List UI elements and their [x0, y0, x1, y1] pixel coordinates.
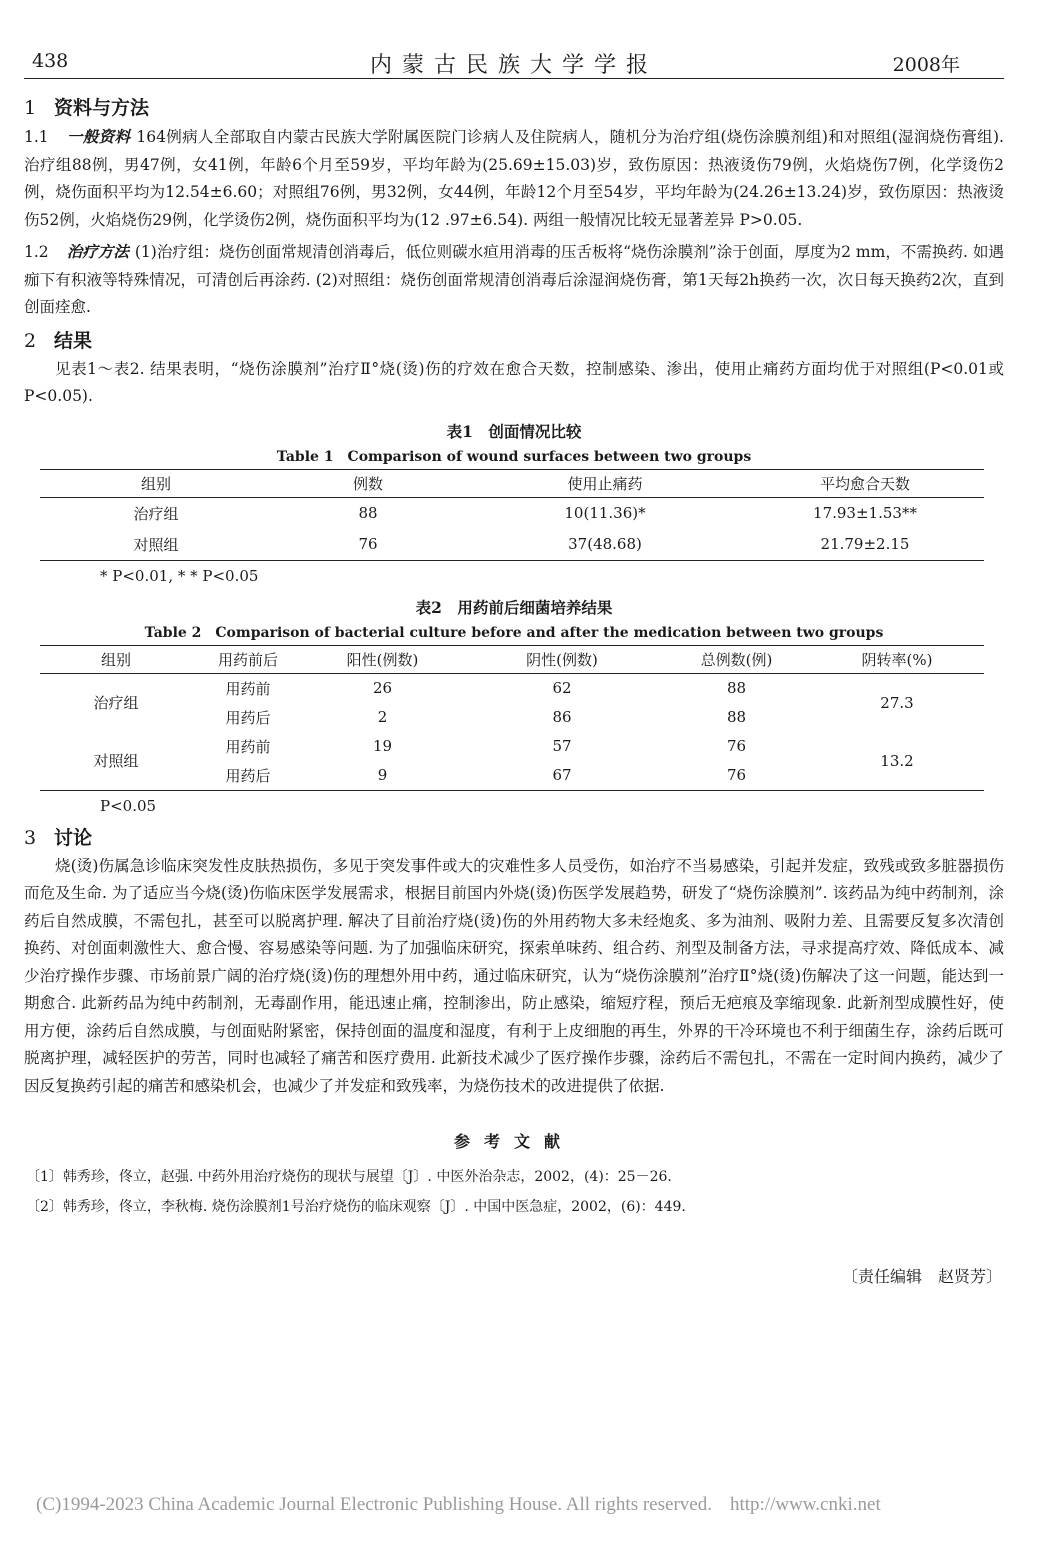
column-header: 平均愈合天数: [746, 469, 984, 497]
table-header-row: [40, 645, 984, 673]
column-header: 例数: [272, 469, 464, 497]
section-heading-results: 2 结果: [24, 329, 93, 352]
reference-item: 〔1〕韩秀珍，佟立，赵强. 中药外用治疗烧伤的现状与展望〔J〕. 中医外治杂志，2002，(4)：25－26.: [26, 1169, 672, 1185]
journal-page: [24, 40, 1004, 1287]
column-header: 组别: [40, 645, 192, 673]
table1-note: * P<0.01, * * P<0.05: [100, 566, 259, 585]
table-cell: 用药前: [225, 737, 271, 756]
reference-item: 〔2〕韩秀珍，佟立，李秋梅. 烧伤涂膜剂1号治疗烧伤的临床观察〔J〕. 中国中医急症，2002，(6)：449.: [26, 1199, 686, 1215]
table-row: [40, 732, 984, 761]
table-cell: 治疗组: [133, 504, 179, 523]
table-cell: 17.93±1.53**: [813, 504, 917, 522]
table-cell: 88: [726, 708, 747, 726]
page-header: [24, 40, 1004, 79]
paragraph-results: 见表1～表2. 结果表明，“烧伤涂膜剂”治疗Ⅱ°烧(烫)伤的疗效在愈合天数，控制感染、渗出，使用止痛药方面均优于对照组(P<0.01或 P<0.05).: [24, 359, 1004, 405]
table-row: [40, 673, 984, 703]
paragraph-discussion: 烧(烫)伤属急诊临床突发性皮肤热损伤，多见于突发事件或大的灾难性多人员受伤，如治疗不当易感染，引起并发症，致残或致多脏器损伤而危及生命. 为了适应当今烧(烫)伤临床医学发展需求，根据目前国内外烧(烫)伤医学发展趋势，研发了“烧伤涂膜剂”. 该药品为纯中药制剂，涂药后自然成膜，不需包扎，甚至可以脱离护理. 解决了目前治疗烧(烫)伤的外用药物大多未经炮炙、多为油剂、吸附力差、且需要反复多次清创换药、对创面刺激性大、愈合慢、容易感染等问题. 为了加强临床研究，探索单味药、组合药、剂型及制备方法，寻求提高疗效、降低成本、减少治疗操作步骤、市场前景广阔的治疗烧(烫)伤的理想外用中药，通过临床研究，认为“烧伤涂膜剂”治疗Ⅱ°烧(烫)伤解决了这一问题，能达到一期愈合. 此新药品为纯中药制剂，无毒副作用，能迅速止痛，控制渗出，防止感染，缩短疗程，预后无疤痕及挛缩现象. 此新剂型成膜性好，使用方便，涂药后自然成膜，与创面贴附紧密，保持创面的温度和湿度，有利于上皮细胞的再生，外界的干冷环境也不利于细菌生存，涂药后既可脱离护理，减轻医护的劳苦，同时也减轻了痛苦和医疗费用. 此新技术减少了医疗操作步骤，涂药后不需包扎，不需在一定时间内换药，减少了因反复换药引起的痛苦和感染机会，也减少了并发症和致残率，为烧伤技术的改进提供了依据.: [24, 856, 1004, 1095]
table-cell: 用药后: [225, 708, 271, 727]
table-cell: 62: [552, 679, 572, 697]
paragraph-general-data: 1.1 一般资料 164例病人全部取自内蒙古民族大学附属医院门诊病人及住院病人，随机分为治疗组(烧伤涂膜剂组)和对照组(湿润烧伤膏组). 治疗组88例，男47例，女41例，年龄6个月至59岁，平均年龄为(25.69±15.03)岁，致伤原因：热液烫伤79例，火焰烧伤7例，化学烫伤2例，烧伤面积平均为12.54±6.60；对照组76例，男32例，女44例，年龄12个月至54岁，平均年龄为(24.26±13.24)岁，致伤原因：热液烫伤52例，火焰烧伤29例，化学烫伤2例，烧伤面积平均为(12 .97±6.54). 两组一般情况比较无显著差异 P>0.05.: [24, 127, 1004, 229]
table-cell: 76: [358, 535, 378, 553]
table-cell: 用药后: [225, 766, 271, 785]
column-header: 阳性(例数): [304, 645, 461, 673]
section-heading-discussion: 3 讨论: [24, 826, 93, 849]
table-cell: 9: [377, 766, 388, 784]
table-row: [40, 529, 984, 561]
table2: [40, 645, 984, 791]
table-cell: 57: [552, 737, 572, 755]
table-cell: 19: [372, 737, 393, 755]
column-header: 总例数(例): [663, 645, 810, 673]
section-heading-methods: 1 资料与方法: [24, 97, 150, 119]
cnki-link[interactable]: http://www.cnki.net: [729, 1494, 881, 1515]
subsection-title: 一般资料: [66, 127, 131, 146]
group-cell: 对照组: [93, 752, 139, 770]
table-cell: 88: [358, 504, 378, 522]
paragraph-treatment-method: 1.2 治疗方法 (1)治疗组：烧伤创面常规清创消毒后，低位则碳水疸用消毒的压舌板将“烧伤涂膜剂”涂于创面，厚度为2 mm，不需换药. 如遇痂下有积液等特殊情况，可清创后再涂药. (2)对照组：烧伤创面常规清创消毒后涂湿润烧伤膏，第1天每2h换药一次，次日每天换药2次，直到创面痊愈.: [24, 242, 1004, 316]
table-header-row: [40, 469, 984, 497]
table-row: [40, 497, 984, 529]
table-cell: 86: [552, 708, 572, 726]
table-cell: 对照组: [133, 535, 179, 554]
table1-caption: 表1 创面情况比较: [446, 421, 582, 441]
journal-title: 内蒙古民族大学学报: [369, 53, 658, 78]
group-cell: 治疗组: [93, 694, 139, 712]
references-heading: 参考文献: [453, 1132, 574, 1151]
column-header: 组别: [40, 469, 272, 497]
copyright-footer: [36, 1494, 881, 1516]
page-number: 438: [32, 50, 69, 72]
column-header: 使用止痛药: [464, 469, 746, 497]
subsection-title: 治疗方法: [66, 242, 129, 261]
table-cell: 88: [726, 679, 747, 697]
table-cell: 用药前: [225, 679, 271, 698]
copyright-text: (C)1994-2023 China Academic Journal Electronic Publishing House. All rights reserved.: [36, 1494, 712, 1515]
column-header: 阴转率(%): [810, 645, 984, 673]
table1: [40, 469, 984, 561]
responsible-editor: 〔责任编辑 赵贤芳〕: [841, 1267, 1002, 1286]
rate-cell: 27.3: [880, 693, 914, 712]
table-cell: 21.79±2.15: [820, 535, 910, 553]
table-cell: 2: [377, 708, 388, 726]
column-header: 阴性(例数): [461, 645, 663, 673]
table-cell: 37(48.68): [568, 535, 642, 553]
table-cell: 26: [372, 679, 393, 697]
table2-note: P<0.05: [100, 796, 157, 815]
table1-caption-en: Table 1 Comparison of wound surfaces between two groups: [276, 448, 752, 465]
table-cell: 76: [726, 737, 747, 755]
journal-year: 2008年: [892, 54, 960, 76]
rate-cell: 13.2: [880, 751, 914, 770]
table-cell: 76: [726, 766, 747, 784]
table-cell: 10(11.36)*: [564, 504, 646, 522]
table2-caption-en: Table 2 Comparison of bacterial culture before and after the medication between two groups: [144, 624, 884, 641]
table-cell: 67: [552, 766, 572, 784]
column-header: 用药前后: [192, 645, 304, 673]
table2-caption: 表2 用药前后细菌培养结果: [415, 597, 613, 617]
